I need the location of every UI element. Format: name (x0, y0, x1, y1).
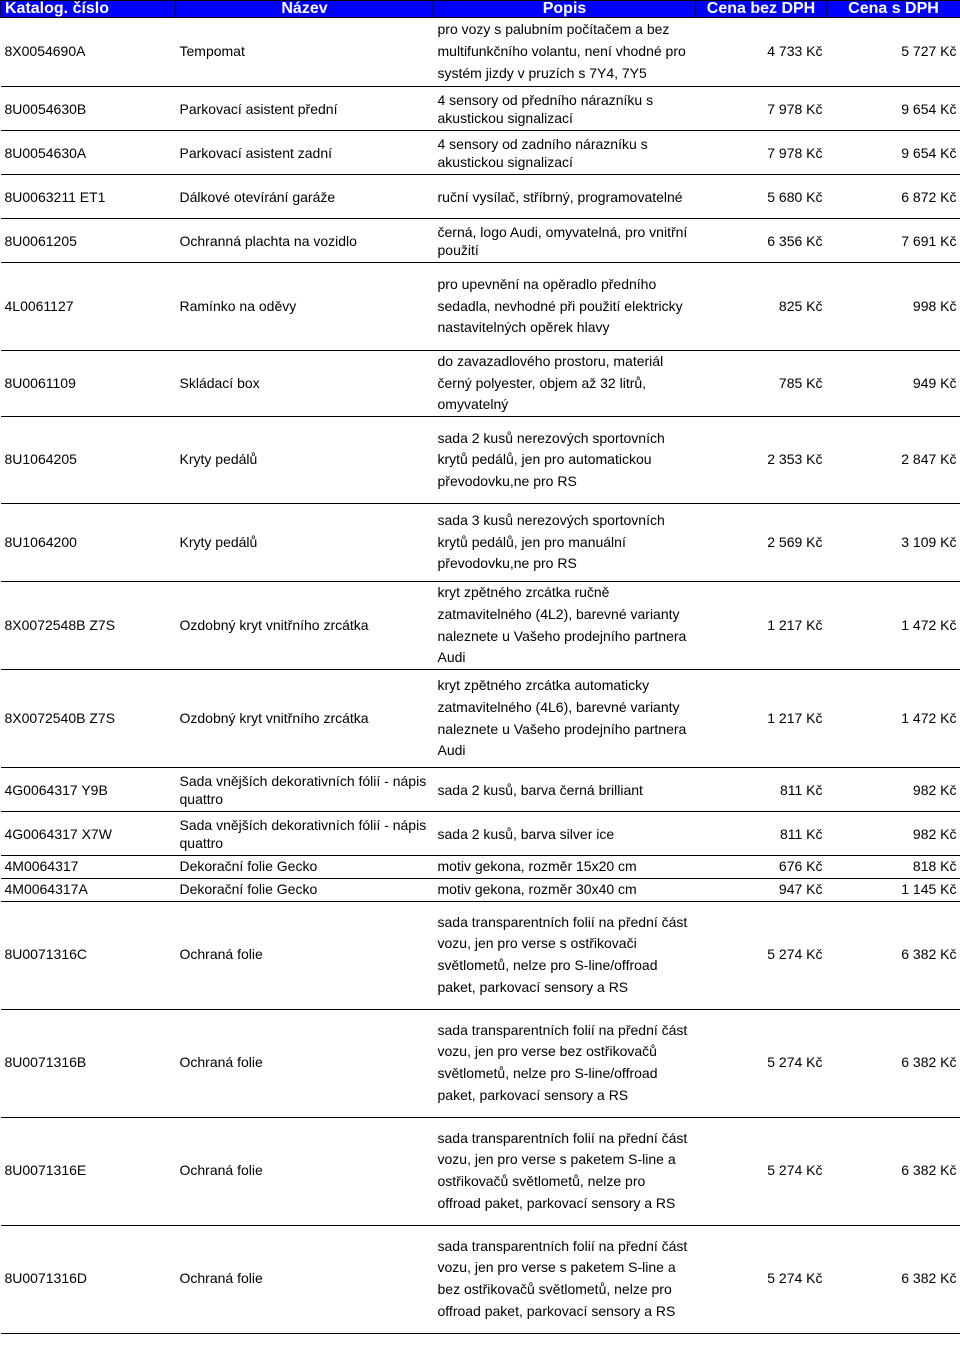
price-excl-cell: 1 217 Kč (696, 670, 827, 768)
description-cell: sada 2 kusů, barva silver ice (434, 812, 696, 856)
code-cell: 8U0071316B (1, 1009, 176, 1117)
code-cell: 8U0063211 ET1 (1, 175, 176, 219)
table-row (1, 87, 960, 131)
code-cell: 8U1064200 (1, 504, 176, 582)
price-excl-cell: 4 733 Kč (696, 18, 827, 87)
header-code: Katalog. číslo (1, 1, 176, 18)
price-incl-cell: 998 Kč (827, 263, 960, 351)
price-incl-cell: 1 472 Kč (827, 670, 960, 768)
description-cell: sada 3 kusů nerezových sportovních krytů pedálů, jen pro manuální převodovku,ne pro RS (434, 504, 696, 582)
description-cell: kryt zpětného zrcátka automaticky zatmavitelného (4L6), barevné varianty naleznete u Vašeho prodejního partnera Audi (434, 670, 696, 768)
code-cell: 8U0054630A (1, 131, 176, 175)
name-cell: Kryty pedálů (176, 504, 434, 582)
price-excl-cell: 5 274 Kč (696, 1009, 827, 1117)
table-row (1, 219, 960, 263)
table-row (1, 351, 960, 417)
name-cell: Skládací box (176, 351, 434, 417)
price-incl-cell: 6 382 Kč (827, 1009, 960, 1117)
description-cell: ruční vysílač, stříbrný, programovatelné (434, 175, 696, 219)
table-row (1, 504, 960, 582)
name-cell: Ochraná folie (176, 1225, 434, 1333)
description-cell: sada transparentních folií na přední část vozu, jen pro verse bez ostřikovačů světlometů, nelze pro S-line/offroad paket, parkovací sensory a RS (434, 1009, 696, 1117)
price-incl-cell: 982 Kč (827, 812, 960, 856)
table-row (1, 1117, 960, 1225)
price-excl-cell: 811 Kč (696, 812, 827, 856)
price-excl-cell: 7 978 Kč (696, 87, 827, 131)
header-name: Název (176, 1, 434, 18)
price-excl-cell: 5 680 Kč (696, 175, 827, 219)
table-row (1, 878, 960, 901)
price-incl-cell: 3 109 Kč (827, 504, 960, 582)
name-cell: Ochraná folie (176, 1117, 434, 1225)
table-row (1, 1009, 960, 1117)
price-incl-cell: 6 382 Kč (827, 901, 960, 1009)
price-excl-cell: 811 Kč (696, 768, 827, 812)
name-cell: Kryty pedálů (176, 417, 434, 504)
table-row (1, 1225, 960, 1333)
code-cell: 4G0064317 X7W (1, 812, 176, 856)
price-excl-cell: 5 274 Kč (696, 1225, 827, 1333)
description-cell: sada 2 kusů nerezových sportovních krytů pedálů, jen pro automatickou převodovku,ne pro RS (434, 417, 696, 504)
description-cell: kryt zpětného zrcátka ručně zatmavitelného (4L2), barevné varianty naleznete u Vašeho prodejního partnera Audi (434, 582, 696, 670)
name-cell: Dekorační folie Gecko (176, 856, 434, 879)
description-cell: sada transparentních folií na přední část vozu, jen pro verse s paketem S-line a bez ostřikovačů světlometů, nelze pro offroad paket, parkovací sensory a RS (434, 1225, 696, 1333)
name-cell: Sada vnějších dekorativních fólií - nápis quattro (176, 768, 434, 812)
code-cell: 8U0054630B (1, 87, 176, 131)
code-cell: 4M0064317A (1, 878, 176, 901)
price-excl-cell: 676 Kč (696, 856, 827, 879)
code-cell: 4L0061127 (1, 263, 176, 351)
price-incl-cell: 9 654 Kč (827, 87, 960, 131)
name-cell: Parkovací asistent zadní (176, 131, 434, 175)
table-row (1, 901, 960, 1009)
price-incl-cell: 982 Kč (827, 768, 960, 812)
name-cell: Ochraná folie (176, 901, 434, 1009)
price-incl-cell: 2 847 Kč (827, 417, 960, 504)
price-excl-cell: 6 356 Kč (696, 219, 827, 263)
price-excl-cell: 5 274 Kč (696, 901, 827, 1009)
description-cell: motiv gekona, rozměr 30x40 cm (434, 878, 696, 901)
code-cell: 8U0071316E (1, 1117, 176, 1225)
code-cell: 8X0072540B Z7S (1, 670, 176, 768)
table-row (1, 263, 960, 351)
table-body (1, 18, 960, 1334)
description-cell: sada transparentních folií na přední část vozu, jen pro verse s ostřikovači světlometů, nelze pro S-line/offroad paket, parkovací sensory a RS (434, 901, 696, 1009)
description-cell: 4 sensory od předního nárazníku s akustickou signalizací (434, 87, 696, 131)
price-incl-cell: 7 691 Kč (827, 219, 960, 263)
name-cell: Parkovací asistent přední (176, 87, 434, 131)
description-cell: sada 2 kusů, barva černá brilliant (434, 768, 696, 812)
price-incl-cell: 6 382 Kč (827, 1225, 960, 1333)
description-cell: motiv gekona, rozměr 15x20 cm (434, 856, 696, 879)
code-cell: 8X0072548B Z7S (1, 582, 176, 670)
price-excl-cell: 7 978 Kč (696, 131, 827, 175)
table-row (1, 18, 960, 87)
price-incl-cell: 9 654 Kč (827, 131, 960, 175)
table-row (1, 417, 960, 504)
code-cell: 8U0061109 (1, 351, 176, 417)
price-incl-cell: 949 Kč (827, 351, 960, 417)
price-incl-cell: 5 727 Kč (827, 18, 960, 87)
name-cell: Dálkové otevírání garáže (176, 175, 434, 219)
code-cell: 8U0061205 (1, 219, 176, 263)
name-cell: Ozdobný kryt vnitřního zrcátka (176, 582, 434, 670)
description-cell: černá, logo Audi, omyvatelná, pro vnitřní použití (434, 219, 696, 263)
price-incl-cell: 1 145 Kč (827, 878, 960, 901)
name-cell: Dekorační folie Gecko (176, 878, 434, 901)
description-cell: pro vozy s palubním počítačem a bez multifunkčního volantu, není vhodné pro systém jizdy v pruzích s 7Y4, 7Y5 (434, 18, 696, 87)
description-cell: 4 sensory od zadního nárazníku s akustickou signalizací (434, 131, 696, 175)
price-excl-cell: 2 569 Kč (696, 504, 827, 582)
price-excl-cell: 5 274 Kč (696, 1117, 827, 1225)
description-cell: do zavazadlového prostoru, materiál černý polyester, objem až 32 litrů, omyvatelný (434, 351, 696, 417)
table-row (1, 812, 960, 856)
table-row (1, 131, 960, 175)
header-price-incl-vat: Cena s DPH (827, 1, 960, 18)
name-cell: Ramínko na oděvy (176, 263, 434, 351)
price-excl-cell: 785 Kč (696, 351, 827, 417)
table-row (1, 175, 960, 219)
header-price-excl-vat: Cena bez DPH (696, 1, 827, 18)
header-description: Popis (434, 1, 696, 18)
table-header (1, 1, 960, 18)
name-cell: Ozdobný kryt vnitřního zrcátka (176, 670, 434, 768)
price-incl-cell: 6 382 Kč (827, 1117, 960, 1225)
code-cell: 8U0071316D (1, 1225, 176, 1333)
code-cell: 8U1064205 (1, 417, 176, 504)
price-excl-cell: 825 Kč (696, 263, 827, 351)
name-cell: Ochranná plachta na vozidlo (176, 219, 434, 263)
price-incl-cell: 818 Kč (827, 856, 960, 879)
table-row (1, 856, 960, 879)
code-cell: 8X0054690A (1, 18, 176, 87)
code-cell: 8U0071316C (1, 901, 176, 1009)
price-incl-cell: 1 472 Kč (827, 582, 960, 670)
name-cell: Tempomat (176, 18, 434, 87)
name-cell: Ochraná folie (176, 1009, 434, 1117)
price-excl-cell: 1 217 Kč (696, 582, 827, 670)
description-cell: pro upevnění na opěradlo předního sedadla, nevhodné při použití elektricky nastavitelných opěrek hlavy (434, 263, 696, 351)
price-excl-cell: 947 Kč (696, 878, 827, 901)
code-cell: 4G0064317 Y9B (1, 768, 176, 812)
name-cell: Sada vnějších dekorativních fólií - nápis quattro (176, 812, 434, 856)
table-row (1, 670, 960, 768)
price-incl-cell: 6 872 Kč (827, 175, 960, 219)
price-excl-cell: 2 353 Kč (696, 417, 827, 504)
code-cell: 4M0064317 (1, 856, 176, 879)
table-row (1, 582, 960, 670)
table-row (1, 768, 960, 812)
description-cell: sada transparentních folií na přední část vozu, jen pro verse s paketem S-line a ostřikovačů světlometů, nelze pro offroad paket, parkovací sensory a RS (434, 1117, 696, 1225)
